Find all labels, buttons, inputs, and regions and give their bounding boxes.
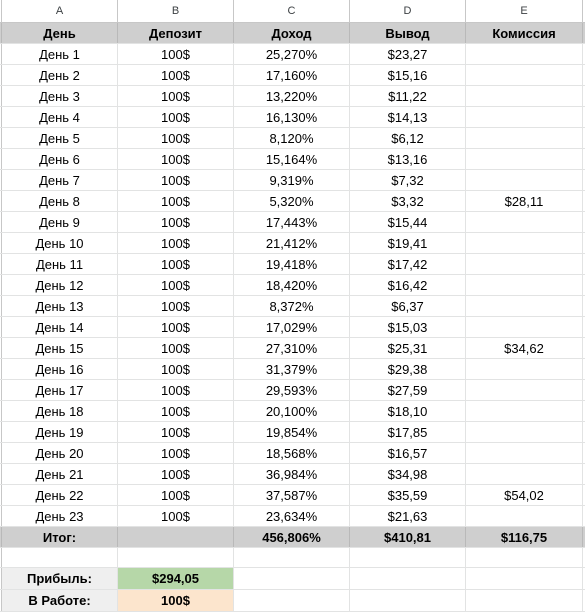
cell-deposit[interactable]: 100$	[118, 506, 234, 526]
total-row	[0, 527, 585, 548]
empty-cell[interactable]	[350, 590, 466, 611]
table-row	[0, 212, 585, 233]
total-deposit[interactable]	[118, 527, 234, 547]
table-row	[0, 191, 585, 212]
cell-income[interactable]: 23,634%	[234, 506, 350, 526]
table-row	[0, 65, 585, 86]
table-row	[0, 380, 585, 401]
cell-income[interactable]: 37,587%	[234, 485, 350, 505]
cell-income[interactable]: 21,412%	[234, 233, 350, 253]
column-header-d[interactable]: D	[350, 0, 466, 22]
empty-cell[interactable]	[466, 548, 583, 567]
cell-day[interactable]: День 9	[2, 212, 118, 232]
cell-withdrawal[interactable]: $14,13	[350, 107, 466, 127]
total-income[interactable]: 456,806%	[234, 527, 350, 547]
table-row	[0, 422, 585, 443]
cell-withdrawal[interactable]: $15,44	[350, 212, 466, 232]
table-row	[0, 170, 585, 191]
cell-withdrawal[interactable]: $19,41	[350, 233, 466, 253]
cell-day[interactable]: День 6	[2, 149, 118, 169]
column-header-c[interactable]: C	[234, 0, 350, 22]
cell-deposit[interactable]: 100$	[118, 359, 234, 379]
cell-commission[interactable]: $34,62	[466, 338, 583, 358]
cell-deposit[interactable]: 100$	[118, 149, 234, 169]
cell-day[interactable]: День 2	[2, 65, 118, 85]
table-row	[0, 149, 585, 170]
cell-commission[interactable]	[466, 443, 583, 463]
cell-withdrawal[interactable]: $16,42	[350, 275, 466, 295]
empty-cell[interactable]	[234, 568, 350, 589]
cell-withdrawal[interactable]: $3,32	[350, 191, 466, 211]
table-row	[0, 317, 585, 338]
cell-day[interactable]: День 19	[2, 422, 118, 442]
cell-commission[interactable]: $54,02	[466, 485, 583, 505]
cell-deposit[interactable]: 100$	[118, 338, 234, 358]
cell-deposit[interactable]: 100$	[118, 44, 234, 64]
cell-income[interactable]: 17,160%	[234, 65, 350, 85]
total-withdrawal[interactable]: $410,81	[350, 527, 466, 547]
table-row	[0, 485, 585, 506]
cell-day[interactable]: День 18	[2, 401, 118, 421]
cell-deposit[interactable]: 100$	[118, 401, 234, 421]
profit-label[interactable]: Прибыль:	[2, 568, 118, 589]
table-row	[0, 254, 585, 275]
cell-income[interactable]: 13,220%	[234, 86, 350, 106]
cell-withdrawal[interactable]: $21,63	[350, 506, 466, 526]
cell-income[interactable]: 31,379%	[234, 359, 350, 379]
table-row	[0, 107, 585, 128]
cell-day[interactable]: День 7	[2, 170, 118, 190]
header-cell-day[interactable]: День	[2, 23, 118, 43]
cell-day[interactable]: День 3	[2, 86, 118, 106]
column-header-a[interactable]: A	[2, 0, 118, 22]
cell-deposit[interactable]: 100$	[118, 212, 234, 232]
column-header-e[interactable]: E	[466, 0, 583, 22]
cell-deposit[interactable]: 100$	[118, 380, 234, 400]
cell-commission[interactable]	[466, 107, 583, 127]
cell-deposit[interactable]: 100$	[118, 170, 234, 190]
cell-income[interactable]: 17,029%	[234, 317, 350, 337]
cell-commission[interactable]	[466, 275, 583, 295]
cell-deposit[interactable]: 100$	[118, 317, 234, 337]
cell-commission[interactable]	[466, 401, 583, 421]
cell-day[interactable]: День 13	[2, 296, 118, 316]
cell-income[interactable]: 25,270%	[234, 44, 350, 64]
cell-withdrawal[interactable]: $18,10	[350, 401, 466, 421]
cell-income[interactable]: 36,984%	[234, 464, 350, 484]
cell-withdrawal[interactable]: $27,59	[350, 380, 466, 400]
cell-deposit[interactable]: 100$	[118, 296, 234, 316]
cell-income[interactable]: 17,443%	[234, 212, 350, 232]
header-cell-commission[interactable]: Комиссия	[466, 23, 583, 43]
empty-row	[0, 548, 585, 568]
table-row	[0, 86, 585, 107]
cell-day[interactable]: День 21	[2, 464, 118, 484]
total-commission[interactable]: $116,75	[466, 527, 583, 547]
cell-day[interactable]: День 23	[2, 506, 118, 526]
cell-deposit[interactable]: 100$	[118, 233, 234, 253]
cell-commission[interactable]	[466, 233, 583, 253]
cell-deposit[interactable]: 100$	[118, 443, 234, 463]
cell-day[interactable]: День 5	[2, 128, 118, 148]
cell-deposit[interactable]: 100$	[118, 275, 234, 295]
empty-cell[interactable]	[234, 590, 350, 611]
cell-income[interactable]: 9,319%	[234, 170, 350, 190]
cell-withdrawal[interactable]: $35,59	[350, 485, 466, 505]
cell-commission[interactable]	[466, 422, 583, 442]
cell-withdrawal[interactable]: $15,03	[350, 317, 466, 337]
profit-row	[0, 568, 585, 590]
table-row	[0, 44, 585, 65]
empty-cell[interactable]	[466, 590, 583, 611]
in-work-value[interactable]: 100$	[118, 590, 234, 611]
cell-commission[interactable]	[466, 464, 583, 484]
cell-withdrawal[interactable]: $17,42	[350, 254, 466, 274]
cell-withdrawal[interactable]: $6,12	[350, 128, 466, 148]
cell-commission[interactable]	[466, 44, 583, 64]
empty-cell[interactable]	[234, 548, 350, 567]
cell-income[interactable]: 8,372%	[234, 296, 350, 316]
table-row	[0, 506, 585, 527]
cell-withdrawal[interactable]: $13,16	[350, 149, 466, 169]
cell-income[interactable]: 19,418%	[234, 254, 350, 274]
cell-deposit[interactable]: 100$	[118, 107, 234, 127]
cell-day[interactable]: День 1	[2, 44, 118, 64]
cell-income[interactable]: 29,593%	[234, 380, 350, 400]
cell-commission[interactable]	[466, 380, 583, 400]
cell-deposit[interactable]: 100$	[118, 254, 234, 274]
cell-income[interactable]: 20,100%	[234, 401, 350, 421]
cell-deposit[interactable]: 100$	[118, 128, 234, 148]
table-row	[0, 401, 585, 422]
in-work-label[interactable]: В Работе:	[2, 590, 118, 611]
cell-deposit[interactable]: 100$	[118, 485, 234, 505]
cell-commission[interactable]	[466, 149, 583, 169]
cell-commission[interactable]	[466, 296, 583, 316]
cell-withdrawal[interactable]: $29,38	[350, 359, 466, 379]
in-work-row	[0, 590, 585, 612]
cell-income[interactable]: 18,420%	[234, 275, 350, 295]
cell-day[interactable]: День 17	[2, 380, 118, 400]
table-row	[0, 443, 585, 464]
header-cell-deposit[interactable]: Депозит	[118, 23, 234, 43]
cell-day[interactable]: День 10	[2, 233, 118, 253]
cell-withdrawal[interactable]: $16,57	[350, 443, 466, 463]
cell-withdrawal[interactable]: $11,22	[350, 86, 466, 106]
cell-deposit[interactable]: 100$	[118, 464, 234, 484]
cell-withdrawal[interactable]: $34,98	[350, 464, 466, 484]
cell-commission[interactable]	[466, 359, 583, 379]
cell-commission[interactable]	[466, 170, 583, 190]
cell-withdrawal[interactable]: $6,37	[350, 296, 466, 316]
cell-commission[interactable]	[466, 317, 583, 337]
cell-day[interactable]: День 16	[2, 359, 118, 379]
table-row	[0, 359, 585, 380]
header-cell-income[interactable]: Доход	[234, 23, 350, 43]
cell-withdrawal[interactable]: $15,16	[350, 65, 466, 85]
cell-commission[interactable]	[466, 506, 583, 526]
empty-cell[interactable]	[466, 568, 583, 589]
column-headers	[0, 0, 585, 23]
cell-commission[interactable]	[466, 128, 583, 148]
cell-income[interactable]: 8,120%	[234, 128, 350, 148]
cell-income[interactable]: 5,320%	[234, 191, 350, 211]
column-header-b[interactable]: B	[118, 0, 234, 22]
cell-day[interactable]: День 20	[2, 443, 118, 463]
cell-day[interactable]: День 15	[2, 338, 118, 358]
cell-day[interactable]: День 8	[2, 191, 118, 211]
cell-withdrawal[interactable]: $23,27	[350, 44, 466, 64]
cell-commission[interactable]	[466, 86, 583, 106]
table-body	[0, 44, 585, 527]
cell-income[interactable]: 18,568%	[234, 443, 350, 463]
table-row	[0, 338, 585, 359]
cell-income[interactable]: 15,164%	[234, 149, 350, 169]
cell-commission[interactable]	[466, 65, 583, 85]
cell-deposit[interactable]: 100$	[118, 422, 234, 442]
cell-withdrawal[interactable]: $7,32	[350, 170, 466, 190]
cell-income[interactable]: 27,310%	[234, 338, 350, 358]
cell-day[interactable]: День 12	[2, 275, 118, 295]
cell-day[interactable]: День 11	[2, 254, 118, 274]
empty-cell[interactable]	[118, 548, 234, 567]
cell-income[interactable]: 16,130%	[234, 107, 350, 127]
header-cell-withdrawal[interactable]: Вывод	[350, 23, 466, 43]
cell-deposit[interactable]: 100$	[118, 86, 234, 106]
cell-day[interactable]: День 22	[2, 485, 118, 505]
cell-withdrawal[interactable]: $25,31	[350, 338, 466, 358]
table-header-row	[0, 23, 585, 44]
cell-commission[interactable]: $28,11	[466, 191, 583, 211]
profit-value[interactable]: $294,05	[118, 568, 234, 589]
empty-cell[interactable]	[2, 548, 118, 567]
total-label[interactable]: Итог:	[2, 527, 118, 547]
cell-deposit[interactable]: 100$	[118, 191, 234, 211]
cell-deposit[interactable]: 100$	[118, 65, 234, 85]
cell-commission[interactable]	[466, 212, 583, 232]
empty-cell[interactable]	[350, 548, 466, 567]
table-row	[0, 296, 585, 317]
cell-income[interactable]: 19,854%	[234, 422, 350, 442]
cell-day[interactable]: День 4	[2, 107, 118, 127]
cell-day[interactable]: День 14	[2, 317, 118, 337]
table-row	[0, 128, 585, 149]
cell-commission[interactable]	[466, 254, 583, 274]
table-row	[0, 233, 585, 254]
table-row	[0, 464, 585, 485]
table-row	[0, 275, 585, 296]
cell-withdrawal[interactable]: $17,85	[350, 422, 466, 442]
empty-cell[interactable]	[350, 568, 466, 589]
